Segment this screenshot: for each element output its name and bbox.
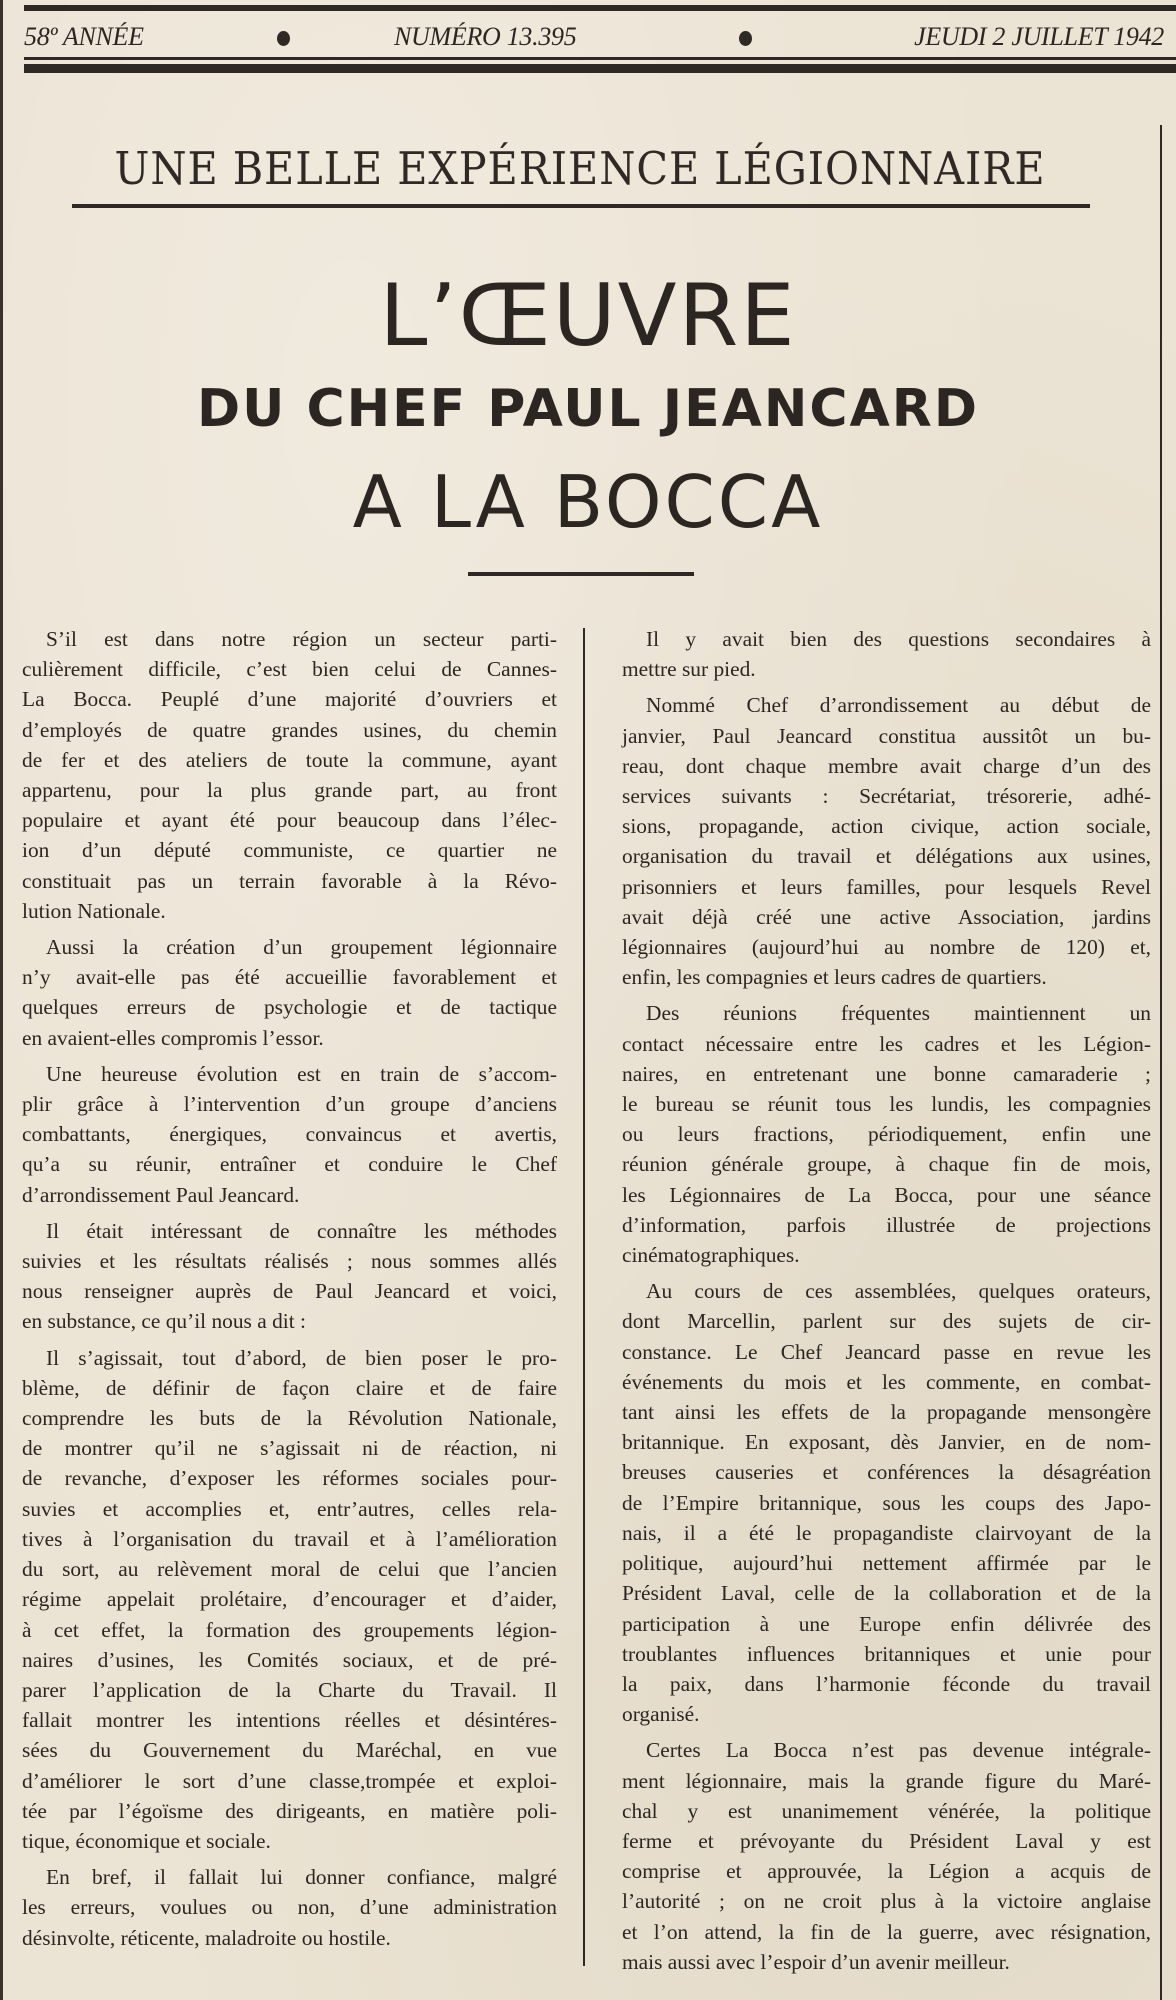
text-line: culièrement difficile, c’est bien celui de Cannes- bbox=[22, 657, 557, 682]
text-line: et l’on attend, la fin de la guerre, avec résignation, bbox=[622, 1919, 1151, 1944]
text-line: combattants, énergiques, convaincus et avertis, bbox=[22, 1122, 557, 1147]
text-line: politique, aujourd’hui nettement affirmée par le bbox=[622, 1551, 1151, 1576]
masthead-thin-rule bbox=[24, 57, 1176, 60]
text-line: fallait montrer les intentions réelles et désintéres- bbox=[22, 1708, 557, 1733]
masthead-issue-number: NUMÉRO 13.395 bbox=[394, 22, 577, 51]
kicker-underline bbox=[72, 204, 1090, 208]
text-line: tives à l’organisation du travail et à l’amélioration bbox=[22, 1526, 557, 1551]
text-line: troublantes influences britanniques et unie pour bbox=[622, 1641, 1151, 1666]
text-line: prisonniers et leurs familles, pour lesquels Revel bbox=[622, 874, 1151, 899]
text-line: suivies et les résultats réalisés ; nous sommes allés bbox=[22, 1249, 557, 1274]
headline-line-2: DU CHEF PAUL JEANCARD bbox=[196, 379, 979, 439]
text-line: Une heureuse évolution est en train de s’accom- bbox=[46, 1061, 557, 1086]
text-line: Président Laval, celle de la collaboration et de la bbox=[622, 1581, 1151, 1606]
article-kicker: UNE BELLE EXPÉRIENCE LÉGIONNAIRE bbox=[114, 142, 1046, 195]
text-line: contact nécessaire entre les cadres et les Légion- bbox=[622, 1031, 1151, 1056]
text-line: S’il est dans notre région un secteur parti- bbox=[46, 627, 557, 651]
text-line: reau, dont chaque membre avait charge d’un des bbox=[622, 753, 1151, 778]
text-line: de l’Empire britannique, sous les coups des Japo- bbox=[622, 1490, 1151, 1515]
masthead-top-rule bbox=[24, 5, 1176, 11]
text-line: sées du Gouvernement du Maréchal, en vue bbox=[22, 1738, 557, 1763]
masthead-date: JEUDI 2 JUILLET 1942 bbox=[914, 22, 1164, 51]
text-line: de fer et des ateliers de toute la commune, ayant bbox=[22, 747, 557, 772]
text-line: en substance, ce qu’il nous a dit : bbox=[22, 1309, 306, 1334]
text-line: Aussi la création d’un groupement légionnaire bbox=[46, 935, 557, 960]
text-line: dont Marcellin, parlent sur des sujets de cir- bbox=[622, 1309, 1151, 1334]
text-line: appartenu, pour la plus grande part, au front bbox=[22, 778, 557, 803]
text-line: quelques erreurs de psychologie et de tactique bbox=[22, 995, 557, 1020]
text-line: suvies et accomplies et, entr’autres, celles rela- bbox=[22, 1496, 557, 1521]
text-line: enfin, les compagnies et leurs cadres de quartiers. bbox=[622, 965, 1047, 990]
bullet-icon bbox=[739, 31, 752, 46]
text-line: services suivants : Secrétariat, trésorerie, adhé- bbox=[622, 784, 1151, 809]
text-line: ion d’un député communiste, ce quartier ne bbox=[22, 838, 557, 863]
masthead-year: 58º ANNÉE bbox=[24, 22, 144, 51]
text-line: chal y est unanimement vénérée, la politique bbox=[622, 1798, 1151, 1823]
bullet-icon bbox=[277, 31, 290, 46]
text-line: Il s’agissait, tout d’abord, de bien poser le pro- bbox=[46, 1345, 557, 1370]
text-line: d’employés de quatre grandes usines, du chemin bbox=[22, 717, 557, 742]
headline-line-3: A LA BOCCA bbox=[352, 460, 824, 544]
text-line: événements du mois et les commente, en combat- bbox=[622, 1369, 1151, 1394]
text-line: tant ainsi les effets de la propagande mensongère bbox=[622, 1400, 1151, 1425]
text-line: organisation du travail et délégations aux usines, bbox=[622, 844, 1151, 869]
text-line: tée par l’égoïsme des dirigeants, en matière poli- bbox=[22, 1798, 557, 1823]
text-line: lution Nationale. bbox=[22, 898, 166, 923]
text-line: parer l’application de la Charte du Travail. Il bbox=[22, 1677, 557, 1702]
headline-line-1: L’ŒUVRE bbox=[379, 266, 797, 366]
text-line: de revanche, d’exposer les réformes sociales pour- bbox=[22, 1466, 557, 1491]
text-line: blème, de définir de façon claire et de faire bbox=[22, 1375, 557, 1400]
text-line: avait déjà créé une active Association, jardins bbox=[622, 904, 1151, 929]
text-line: britannique. En exposant, dès Janvier, en de nom- bbox=[622, 1430, 1151, 1455]
text-line: légionnaires (aujourd’hui au nombre de 120) et, bbox=[622, 935, 1151, 960]
text-line: comprise et approuvée, la Légion a acquis de bbox=[622, 1859, 1151, 1884]
text-line: désinvolte, réticente, maladroite ou hostile. bbox=[22, 1925, 391, 1950]
text-line: le bureau se réunit tous les lundis, les compagnies bbox=[622, 1092, 1151, 1117]
article-left-column bbox=[22, 624, 557, 1959]
masthead bbox=[22, 20, 1164, 56]
text-line: les Légionnaires de La Bocca, pour une séance bbox=[622, 1182, 1151, 1207]
text-line: En bref, il fallait lui donner confiance, malgré bbox=[46, 1865, 557, 1890]
text-line: régime appelait prolétaire, d’encourager et d’aider, bbox=[22, 1587, 557, 1612]
article-paragraph bbox=[22, 1059, 557, 1210]
text-line: breuses causeries et conférences la désagréation bbox=[622, 1460, 1151, 1485]
column-divider bbox=[583, 628, 585, 1966]
text-line: comprendre les buts de la Révolution Nationale, bbox=[22, 1406, 557, 1431]
article-paragraph bbox=[622, 1735, 1151, 1977]
article-paragraph bbox=[622, 624, 1151, 684]
text-line: réunion générale groupe, à chaque fin de mois, bbox=[622, 1152, 1151, 1177]
text-line: nais, il a été le propagandiste clairvoyant de la bbox=[622, 1520, 1151, 1545]
text-line: plir grâce à l’intervention d’un groupe d’anciens bbox=[22, 1092, 557, 1117]
text-line: n’y avait-elle pas été accueillie favorablement et bbox=[22, 965, 557, 990]
article-paragraph bbox=[22, 1343, 557, 1856]
text-line: ferme et prévoyante du Président Laval y est bbox=[622, 1828, 1151, 1853]
text-line: sions, propagande, action civique, action sociale, bbox=[622, 814, 1151, 839]
text-line: constituait pas un terrain favorable à la Révo- bbox=[22, 868, 557, 893]
text-line: à cet effet, la formation des groupements légion- bbox=[22, 1617, 557, 1642]
text-line: constance. Le Chef Jeancard passe en revue les bbox=[622, 1339, 1151, 1364]
text-line: mais aussi avec l’espoir d’un avenir meilleur. bbox=[622, 1949, 1010, 1974]
text-line: l’autorité ; on ne croit plus à la victoire anglaise bbox=[622, 1889, 1151, 1914]
text-line: mettre sur pied. bbox=[622, 657, 756, 682]
text-line: organisé. bbox=[622, 1702, 700, 1727]
article-paragraph bbox=[622, 1276, 1151, 1729]
text-line: tique, économique et sociale. bbox=[22, 1828, 271, 1853]
text-line: du sort, au relèvement moral de celui que l’ancien bbox=[22, 1557, 557, 1582]
text-line: cinématographiques. bbox=[622, 1243, 800, 1268]
text-line: ou leurs fractions, périodiquement, enfin une bbox=[622, 1122, 1151, 1147]
masthead-thick-rule bbox=[24, 64, 1176, 73]
text-line: participation à une Europe enfin délivrée des bbox=[622, 1611, 1151, 1636]
text-line: janvier, Paul Jeancard constitua aussitôt un bu- bbox=[622, 723, 1151, 748]
text-line: Il y avait bien des questions secondaires à bbox=[646, 627, 1151, 651]
text-line: naires d’usines, les Comités sociaux, et de pré- bbox=[22, 1647, 557, 1672]
text-line: La Bocca. Peuplé d’une majorité d’ouvriers et bbox=[22, 687, 557, 712]
text-line: Il était intéressant de connaître les méthodes bbox=[46, 1218, 557, 1243]
text-line: en avaient-elles compromis l’essor. bbox=[22, 1025, 324, 1050]
text-line: les erreurs, voulues ou non, d’une administration bbox=[22, 1895, 557, 1920]
text-line: d’arrondissement Paul Jeancard. bbox=[22, 1182, 300, 1207]
article-paragraph bbox=[22, 932, 557, 1053]
article-paragraph bbox=[22, 624, 557, 926]
headline-rule bbox=[468, 572, 694, 576]
text-line: d’améliorer le sort d’une classe,trompée et exploi- bbox=[22, 1768, 557, 1793]
text-line: nous renseigner auprès de Paul Jeancard et voici, bbox=[22, 1279, 557, 1304]
text-line: la paix, dans l’harmonie féconde du travail bbox=[622, 1671, 1151, 1696]
article-paragraph bbox=[622, 690, 1151, 992]
text-line: de montrer qu’il ne s’agissait ni de réaction, ni bbox=[22, 1436, 557, 1461]
text-line: ment légionnaire, mais la grande figure du Maré- bbox=[622, 1768, 1151, 1793]
text-line: Des réunions fréquentes maintiennent un bbox=[646, 1001, 1151, 1026]
text-line: naires, en entretenant une bonne camaraderie ; bbox=[622, 1061, 1151, 1086]
text-line: qu’a su réunir, entraîner et conduire le Chef bbox=[22, 1152, 557, 1177]
text-line: populaire et ayant été pour beaucoup dans l’élec- bbox=[22, 808, 557, 833]
article-right-column bbox=[622, 624, 1151, 1983]
article-paragraph bbox=[622, 998, 1151, 1270]
text-line: d’information, parfois illustrée de projections bbox=[622, 1212, 1151, 1237]
article-paragraph bbox=[22, 1862, 557, 1953]
text-line: Certes La Bocca n’est pas devenue intégrale- bbox=[646, 1738, 1151, 1763]
text-line: Au cours de ces assemblées, quelques orateurs, bbox=[646, 1279, 1151, 1304]
text-line: Nommé Chef d’arrondissement au début de bbox=[646, 693, 1151, 718]
article-paragraph bbox=[22, 1216, 557, 1337]
